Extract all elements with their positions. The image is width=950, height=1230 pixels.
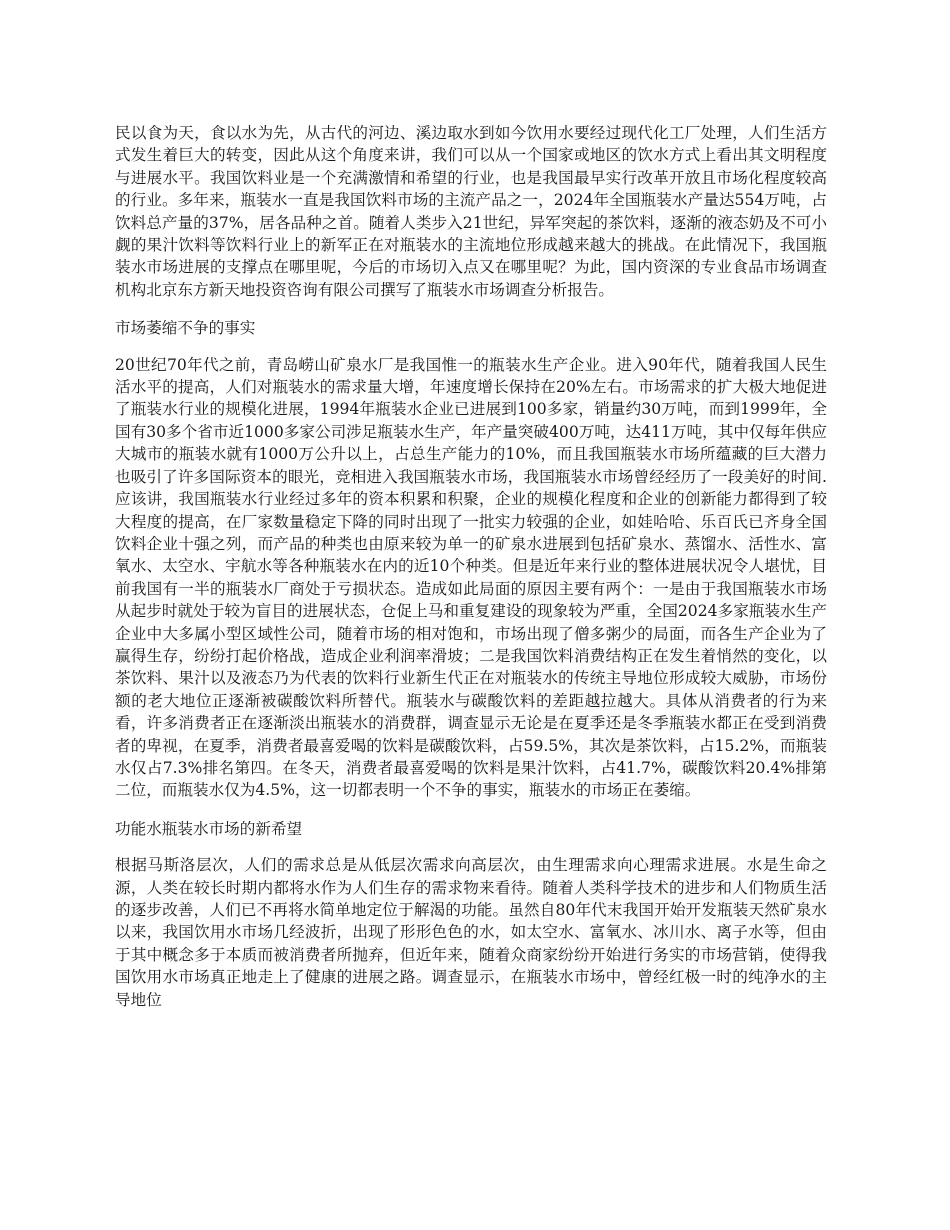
functional-water-paragraph: 根据马斯洛层次，人们的需求总是从低层次需求向高层次，由生理需求向心理需求进展。水是生命之源，人类在较长时期内都将水作为人们生存的需求物来看待。随着人类科学技术的进步和人们物质生活的逐步改善，人们已不再将水简单地定位于解渴的功能。虽然自80年代末我国开始开发瓶装天然矿泉水以来，我国饮用水市场几经波折，出现了形形色色的水，如太空水、富氧水、冰川水、离子水等，但由于其中概念多于本质而被消费者所抛弃，但近年来，随着众商家纷纷开始进行务实的市场营销，使得我国饮用水市场真正地走上了健康的进展之路。调查显示，在瓶装水市场中，曾经红极一时的纯净水的主导地位 [115,856,827,1009]
intro-paragraph: 民以食为天，食以水为先，从古代的河边、溪边取水到如今饮用水要经过现代化工厂处理，人们生活方式发生着巨大的转变，因此从这个角度来讲，我们可以从一个国家或地区的饮水方式上看出其文明程度与进展水平。我国饮料业是一个充满激情和希望的行业，也是我国最早实行改革开放且市场化程度较高的行业。多年来，瓶装水一直是我国饮料市场的主流产品之一，2024年全国瓶装水产量达554万吨，占饮料总产量的37%，居各品种之首。随着人类步入21世纪，异军突起的茶饮料，逐渐的液态奶及不可小觑的果汁饮料等饮料行业上的新军正在对瓶装水的主流地位形成越来越大的挑战。在此情况下，我国瓶装水市场进展的支撑点在哪里呢，今后的市场切入点又在哪里呢？为此，国内资深的专业食品市场调查机构北京东方新天地投资咨询有限公司撰写了瓶装水市场调查分析报告。 [115,124,827,299]
section-heading-market-shrinking: 市场萎缩不争的事实 [115,319,256,338]
market-shrinking-paragraph: 20世纪70年代之前，青岛崂山矿泉水厂是我国惟一的瓶装水生产企业。进入90年代，随着我国人民生活水平的提高，人们对瓶装水的需求量大增，年速度增长保持在20%左右。市场需求的扩大极大地促进了瓶装水行业的规模化进展，1994年瓶装水企业已进展到100多家，销量约30万吨，而到1999年，全国有30多个省市近1000多家公司涉足瓶装水生产，年产量突破400万吨，达411万吨，其中仅每年供应大城市的瓶装水就有1000万公升以上，占总生产能力的10%，而且我国瓶装水市场所蕴藏的巨大潜力也吸引了许多国际资本的眼光，竞相进入我国瓶装水市场，我国瓶装水市场曾经经历了一段美好的时间.应该讲，我国瓶装水行业经过多年的资本积累和积聚，企业的规模化程度和企业的创新能力都得到了较大程度的提高，在厂家数量稳定下降的同时出现了一批实力较强的企业，如娃哈哈、乐百氏已齐身全国饮料企业十强之列，而产品的种类也由原来较为单一的矿泉水进展到包括矿泉水、蒸馏水、活性水、富氧水、太空水、宇航水等各种瓶装水在内的近10个种类。但是近年来行业的整体进展状况令人堪忧，目前我国有一半的瓶装水厂商处于亏损状态。造成如此局面的原因主要有两个：一是由于我国瓶装水市场从起步时就处于较为盲目的进展状态，仓促上马和重复建设的现象较为严重，全国2024多家瓶装水生产企业中大多属小型区域性公司，随着市场的相对饱和，市场出现了僧多粥少的局面，而各生产企业为了赢得生存，纷纷打起价格战，造成企业利润率滑坡；二是我国饮料消费结构正在发生着悄然的变化，以茶饮料、果汁以及液态乃为代表的饮料行业新生代正在对瓶装水的传统主导地位形成较大威胁，市场份额的老大地位正逐渐被碳酸饮料所替代。瓶装水与碳酸饮料的差距越拉越大。具体从消费者的行为来看，许多消费者正在逐渐淡出瓶装水的消费群，调查显示无论是在夏季还是冬季瓶装水都正在受到消费者的卑视，在夏季，消费者最喜爱喝的饮料是碳酸饮料，占59.5%，其次是茶饮料，占15.2%，而瓶装水仅占7.3%排名第四。在冬天，消费者最喜爱喝的饮料是果汁饮料，占41.7%，碳酸饮料20.4%排第二位，而瓶装水仅为4.5%，这一切都表明一个不争的事实，瓶装水的市场正在萎缩。 [115,355,827,800]
document-page [115,122,827,1011]
section-heading-functional-water: 功能水瓶装水市场的新希望 [115,819,303,838]
